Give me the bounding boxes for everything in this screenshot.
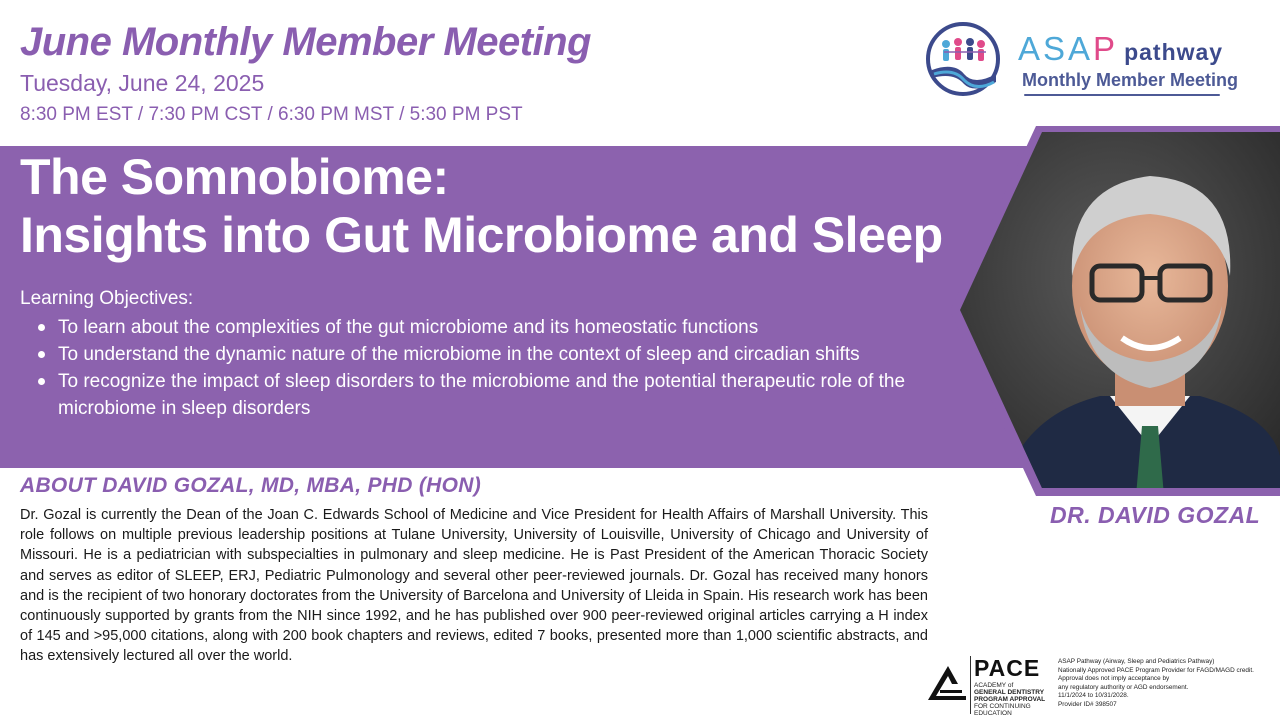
objectives-heading: Learning Objectives: — [20, 288, 194, 309]
pace-line: PROGRAM APPROVAL — [974, 696, 1046, 703]
pace-line: EDUCATION — [974, 710, 1012, 717]
list-item: To understand the dynamic nature of the microbiome in the context of sleep and circadian shifts — [38, 341, 918, 368]
logo-underline — [1024, 94, 1220, 96]
speaker-bio: Dr. Gozal is currently the Dean of the Joan C. Edwards School of Medicine and Vice President for Health Affairs of Marshall University. This role follows on multiple previous leadership positions at Tulane University, University of Louisville, University of Chicago and University of Missouri. He is a pediatrician with subspecialties in pulmonary and sleep medicine. He is Past President of the American Thoracic Society and serves as editor of SLEEP, ERJ, Pediatric Pulmonology and several other peer-reviewed journals. Dr. Gozal has received many honors and is the recipient of two honorary doctorates from the University of Barcelona and University of Lleida in Spain. His research work has been continuously supported by grants from the NIH since 1992, and he has published over 900 peer-reviewed original articles carrying a H index of 145 and >95,000 citations, along with 200 book chapters and reviews, edited 7 books, presented more than 1,000 scientific abstracts, and has extensively lectured all over the world. — [20, 507, 928, 665]
pace-line: ACADEMY of — [974, 682, 1014, 689]
agd-logo-icon — [926, 664, 968, 702]
list-item: To learn about the complexities of the gut microbiome and its homeostatic functions — [38, 314, 918, 341]
pace-title: PACE — [974, 655, 1041, 681]
asap-logo-icon — [924, 22, 1002, 96]
speaker-name: DR. DAVID GOZAL — [1050, 502, 1261, 528]
asap-logo-wordmark: ASAP pathway — [1018, 30, 1224, 67]
speaker-portrait — [950, 126, 1280, 496]
pace-line: FOR CONTINUING — [974, 703, 1031, 710]
meeting-title: June Monthly Member Meeting — [20, 20, 591, 64]
logo-subtitle: Monthly Member Meeting — [1022, 70, 1239, 90]
pace-legal: ASAP Pathway (Airway, Sleep and Pediatrics Pathway) Nationally Approved PACE Program Provider for FAGD/MAGD credit. Approval does not imply acceptance by any regulatory authority or AGD endorsement. 11/1/2024 to 10/31/2028. Provider ID# 398507 — [1058, 658, 1254, 708]
pace-line: GENERAL DENTISTRY — [974, 689, 1045, 696]
pace-divider — [970, 656, 971, 714]
objectives-list — [38, 314, 918, 422]
about-heading: ABOUT DAVID GOZAL, MD, MBA, PHD (HON) — [20, 474, 482, 497]
meeting-times: 8:30 PM EST / 7:30 PM CST / 6:30 PM MST / 5:30 PM PST — [20, 104, 523, 125]
talk-title: The Somnobiome: Insights into Gut Microbiome and Sleep — [20, 149, 943, 263]
meeting-date: Tuesday, June 24, 2025 — [20, 70, 265, 96]
list-item: To recognize the impact of sleep disorders to the microbiome and the potential therapeutic role of the microbiome in sleep disorders — [38, 368, 918, 422]
